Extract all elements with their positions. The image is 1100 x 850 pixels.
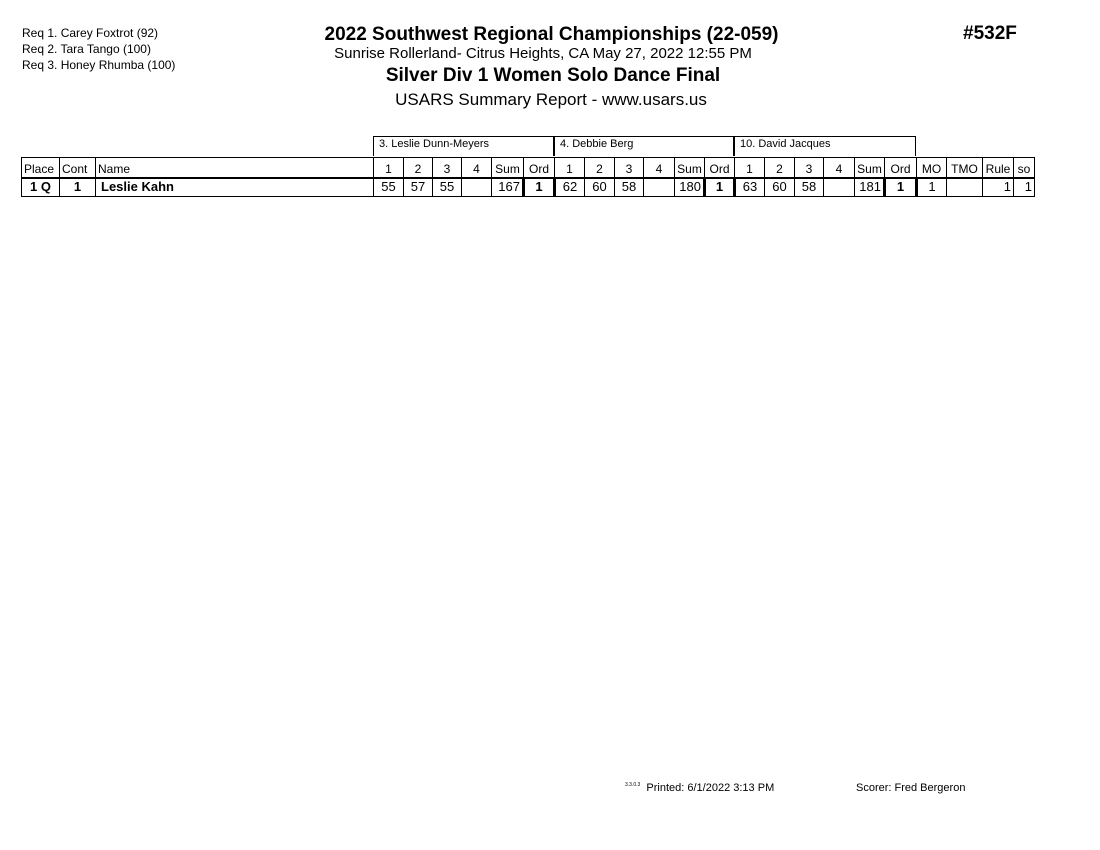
cell-name: Leslie Kahn (96, 178, 374, 197)
cell-j2-s4 (644, 178, 675, 197)
col-j1-s3: 3 (433, 158, 462, 178)
cell-j2-s1: 62 (555, 178, 585, 197)
col-cont: Cont (60, 158, 96, 178)
col-tmo: TMO (947, 158, 983, 178)
cell-j3-s1: 63 (735, 178, 765, 197)
cell-j2-s2: 60 (585, 178, 615, 197)
results-table (21, 157, 1035, 197)
table-row (22, 178, 1035, 197)
col-j3-s1: 1 (735, 158, 765, 178)
report-title: USARS Summary Report - www.usars.us (395, 90, 707, 109)
col-j2-sum: Sum (675, 158, 705, 178)
cell-j3-ord: 1 (885, 178, 917, 197)
cell-j1-s1: 55 (374, 178, 404, 197)
competition-title: 2022 Southwest Regional Championships (22-059) (324, 24, 779, 45)
cell-mo: 1 (917, 178, 947, 197)
col-j3-s2: 2 (765, 158, 795, 178)
col-rule: Rule (983, 158, 1014, 178)
cell-j1-s4 (462, 178, 492, 197)
col-mo: MO (917, 158, 947, 178)
cell-rule: 1 (983, 178, 1014, 197)
col-j1-sum: Sum (492, 158, 524, 178)
col-j3-ord: Ord (885, 158, 917, 178)
cell-tmo (947, 178, 983, 197)
judge-header-1: 3. Leslie Dunn-Meyers (373, 136, 554, 156)
printed-text: Printed: 6/1/2022 3:13 PM (646, 782, 775, 794)
judge-header-2: 4. Debbie Berg (554, 136, 734, 156)
table-header-row (22, 158, 1035, 178)
cell-j1-ord: 1 (524, 178, 555, 197)
col-j1-s2: 2 (404, 158, 433, 178)
cell-j2-sum: 180 (675, 178, 705, 197)
cell-j1-s3: 55 (433, 178, 462, 197)
version-mark: 3.3.0.3 (625, 782, 641, 788)
judge-header-3: 10. David Jacques (734, 136, 916, 156)
requirement-2: Req 2. Tara Tango (100) (22, 42, 151, 56)
cell-j1-s2: 57 (404, 178, 433, 197)
col-j2-s2: 2 (585, 158, 615, 178)
col-j2-ord: Ord (705, 158, 735, 178)
cell-j3-s2: 60 (765, 178, 795, 197)
col-j1-ord: Ord (524, 158, 555, 178)
col-j3-s4: 4 (824, 158, 855, 178)
cell-cont: 1 (60, 178, 96, 197)
col-j1-s4: 4 (462, 158, 492, 178)
location-datetime: Sunrise Rollerland- Citrus Heights, CA May 27, 2022 12:55 PM (334, 45, 752, 62)
col-so: so (1014, 158, 1035, 178)
cell-j3-s4 (824, 178, 855, 197)
cell-j3-sum: 181 (855, 178, 885, 197)
col-place: Place (22, 158, 60, 178)
printed-footer (625, 782, 774, 794)
col-name: Name (96, 158, 374, 178)
cell-j2-ord: 1 (705, 178, 735, 197)
event-number: #532F (963, 23, 1017, 44)
event-title: Silver Div 1 Women Solo Dance Final (385, 65, 721, 86)
col-j1-s1: 1 (374, 158, 404, 178)
cell-so: 1 (1014, 178, 1035, 197)
scorer-footer: Scorer: Fred Bergeron (856, 782, 966, 794)
col-j2-s1: 1 (555, 158, 585, 178)
col-j3-s3: 3 (795, 158, 824, 178)
requirement-3: Req 3. Honey Rhumba (100) (22, 58, 176, 72)
col-j2-s3: 3 (615, 158, 644, 178)
col-j2-s4: 4 (644, 158, 675, 178)
cell-place: 1 Q (22, 178, 60, 197)
cell-j3-s3: 58 (795, 178, 824, 197)
cell-j1-sum: 167 (492, 178, 524, 197)
requirement-1: Req 1. Carey Foxtrot (92) (22, 26, 159, 40)
col-j3-sum: Sum (855, 158, 885, 178)
cell-j2-s3: 58 (615, 178, 644, 197)
